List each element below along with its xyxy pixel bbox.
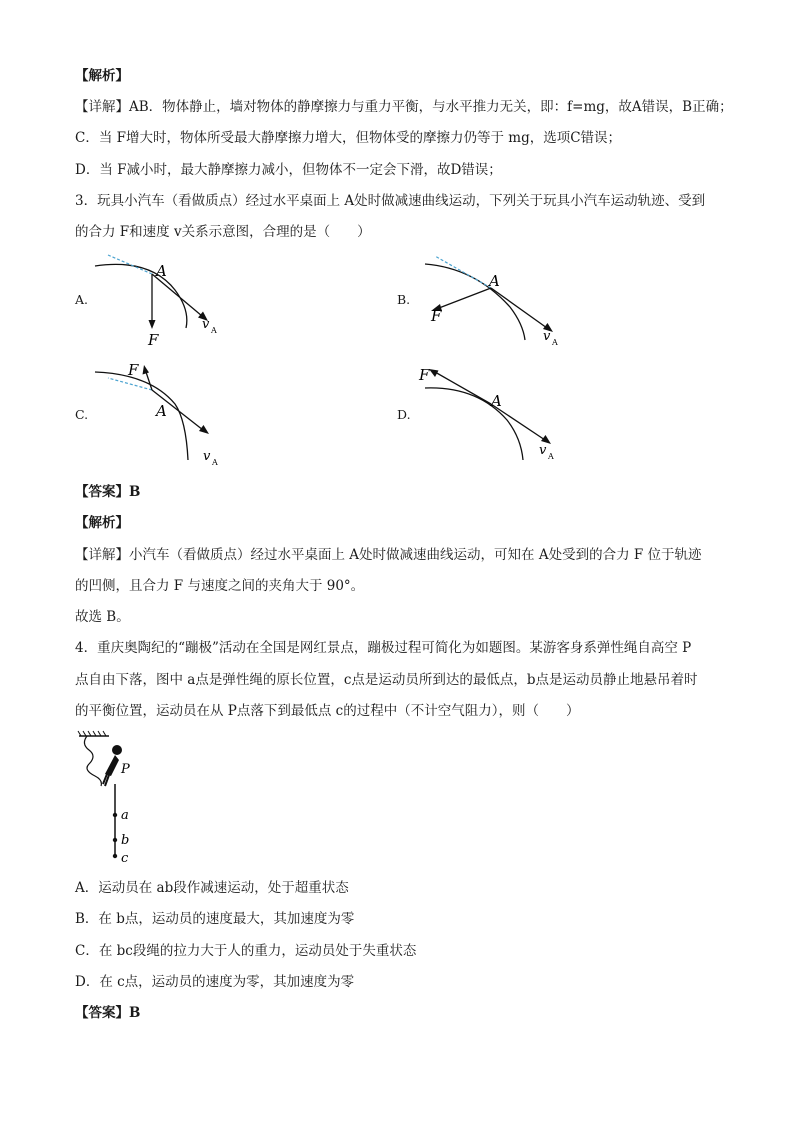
velocity-label: v (203, 449, 211, 464)
option-d-label: D. (397, 407, 411, 422)
point-a-label: A (489, 272, 500, 290)
label-b: b (121, 833, 130, 848)
analysis-heading: 【解析】 (75, 68, 129, 84)
point-a-label: A (156, 262, 167, 280)
option-a-figure (90, 252, 240, 352)
elastic-rope (84, 736, 101, 786)
option-d-figure (415, 360, 575, 468)
jumper-body (105, 755, 119, 776)
question-3-stem-line1: 3．玩具小汽车（看做质点）经过水平桌面上 A处时做减速曲线运动，下列关于玩具小汽车运动轨迹、受到 (75, 193, 706, 209)
velocity-subscript: A (211, 326, 217, 335)
option-4b: B．在 b点，运动员的速度最大，其加速度为零 (75, 911, 355, 927)
detail-3-line1: 【详解】小汽车（看做质点）经过水平桌面上 A处时做减速曲线运动，可知在 A处受到的合力 F 位于轨迹 (75, 547, 702, 563)
question-4-stem-line1: 4．重庆奥陶纪的“蹦极”活动在全国是网红景点，蹦极过程可简化为如题图。某游客身系弹性绳自高空 P (75, 640, 692, 656)
question-4-stem-line3: 的平衡位置，运动员在从 P点落下到最低点 c的过程中（不计空气阻力），则（ ） (75, 703, 580, 719)
analysis-heading-3: 【解析】 (75, 515, 129, 531)
force-label: F (148, 331, 159, 349)
force-label: F (419, 366, 430, 384)
option-b-figure (415, 252, 575, 352)
option-4c: C．在 bc段绳的拉力大于人的重力，运动员处于失重状态 (75, 943, 417, 959)
bungee-figure (75, 728, 155, 870)
label-a: a (121, 808, 129, 823)
option-b-label: B. (397, 292, 411, 307)
velocity-subscript: A (552, 338, 558, 347)
label-c: c (121, 851, 129, 866)
answer-4: 【答案】B (75, 1005, 141, 1021)
point-a-label: A (156, 402, 167, 420)
force-label: F (128, 361, 139, 379)
detail-ab: 【详解】AB．物体静止，墙对物体的静摩擦力与重力平衡，与水平推力无关，即：f=mg，故A错误，B正确； (75, 99, 733, 115)
label-p: P (121, 762, 130, 777)
question-3-stem-line2: 的合力 F和速度 v关系示意图，合理的是（ ） (75, 224, 371, 240)
answer-3: 【答案】B (75, 484, 141, 500)
velocity-subscript: A (548, 452, 554, 461)
detail-3-line2: 的凹侧，且合力 F 与速度之间的夹角大于 90°。 (75, 578, 365, 594)
option-4d: D．在 c点，运动员的速度为零，其加速度为零 (75, 974, 355, 990)
velocity-subscript: A (212, 458, 218, 467)
detail-d: D．当 F减小时，最大静摩擦力减小，但物体不一定会下滑，故D错误； (75, 162, 502, 178)
option-a-label: A. (75, 292, 89, 307)
velocity-label: v (543, 329, 551, 344)
option-4a: A．运动员在 ab段作减速运动，处于超重状态 (75, 880, 349, 896)
velocity-label: v (539, 443, 547, 458)
option-c-label: C. (75, 407, 89, 422)
question-4-stem-line2: 点自由下落，图中 a点是弹性绳的原长位置，c点是运动员所到达的最低点，b点是运动员静止地悬吊着时 (75, 672, 698, 688)
velocity-label: v (202, 317, 210, 332)
conclusion-3: 故选 B。 (75, 609, 130, 625)
detail-c: C．当 F增大时，物体所受最大静摩擦力增大，但物体受的摩擦力仍等于 mg，选项C错误； (75, 130, 622, 146)
option-c-figure (90, 360, 240, 468)
point-a-label: A (491, 392, 502, 410)
force-label: F (431, 307, 442, 325)
jumper-head (112, 745, 122, 755)
